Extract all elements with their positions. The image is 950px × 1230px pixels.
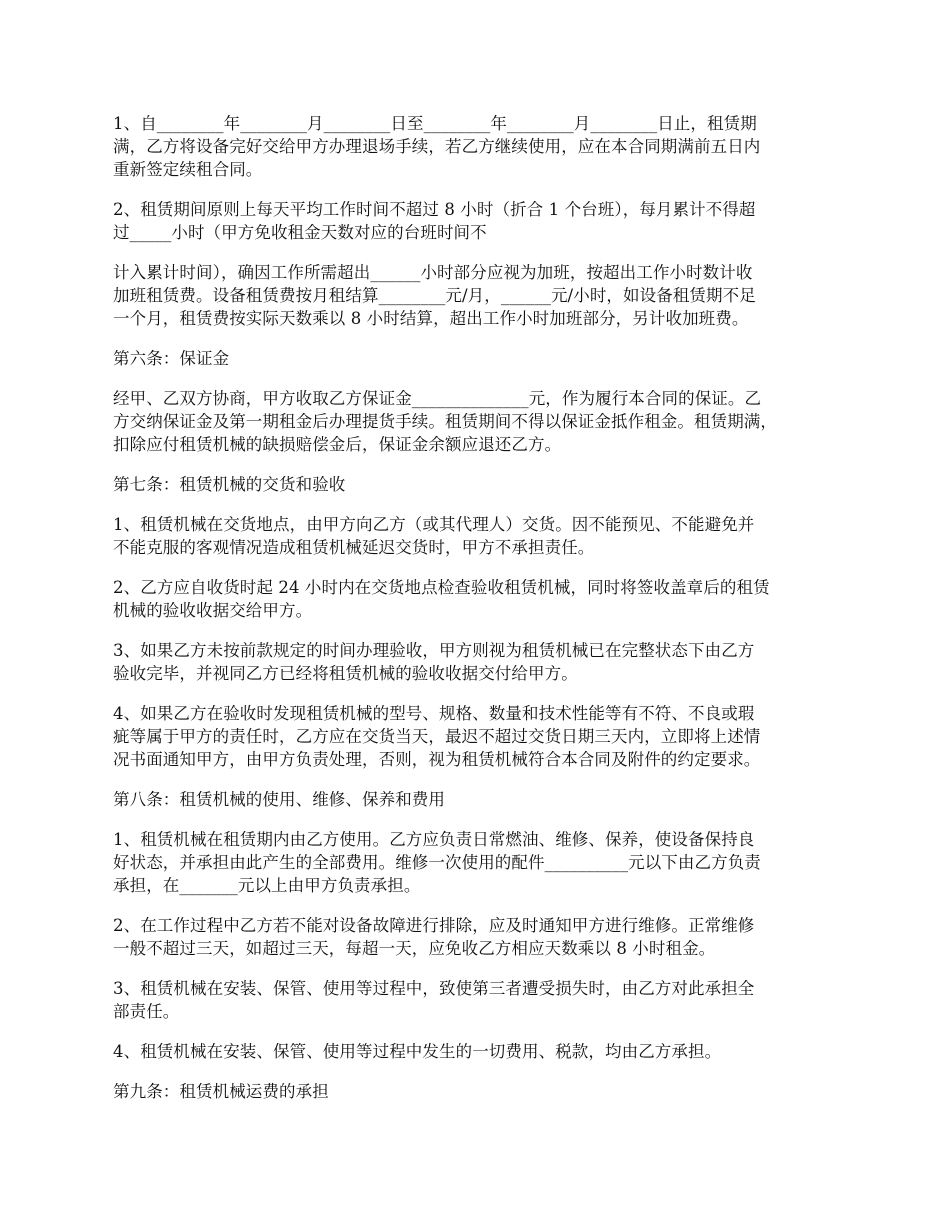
paragraph-gap xyxy=(113,897,858,914)
clause-delivery-3: 3、如果乙方未按前款规定的时间办理验收，甲方则视为租赁机械已在完整状态下由乙方 验收完毕，并视同乙方已经将租赁机械的验收收据交付给甲方。 xyxy=(113,641,755,683)
clause-usage-3: 3、租赁机械在安装、保管、使用等过程中，致使第三者遭受损失时，由乙方对此承担全 部责任。 xyxy=(113,979,755,1021)
clause-delivery-1: 1、租赁机械在交货地点，由甲方向乙方（或其代理人）交货。因不能预见、不能避免并 不能克服的客观情况造成租赁机械延迟交货时，甲方不承担责任。 xyxy=(113,515,755,557)
paragraph-gap xyxy=(113,1023,858,1040)
clause-lease-term: 1、自________年________月________日至________年________月________日止，租赁期 满，乙方将设备完好交给甲方办理退场手续，若乙方继续使用，应在本合同期满前五日内 重新签定续租合同。 xyxy=(113,114,761,179)
section-heading-article-9: 第九条：租赁机械运费的承担 xyxy=(113,1082,329,1101)
paragraph-gap xyxy=(113,496,858,513)
paragraph-gap xyxy=(113,181,858,198)
clause-usage-1: 1、租赁机械在租赁期内由乙方使用。乙方应负责日常燃油、维修、保养，使设备保持良 好状态，并承担由此产生的全部费用。维修一次使用的配件__________元以下由乙方负责 承担，在_______元以上由甲方负责承担。 xyxy=(113,830,761,895)
paragraph-gap xyxy=(113,622,858,639)
paragraph-gap xyxy=(113,330,858,347)
section-heading-article-8: 第八条：租赁机械的使用、维修、保养和费用 xyxy=(113,790,445,809)
paragraph-gap xyxy=(113,370,858,387)
paragraph-gap xyxy=(113,1063,858,1080)
section-heading-article-6: 第六条：保证金 xyxy=(113,349,230,368)
paragraph-gap xyxy=(113,811,858,828)
section-heading-article-7: 第七条：租赁机械的交货和验收 xyxy=(113,475,346,494)
clause-overtime-fees: 计入累计时间），确因工作所需超出______小时部分应视为加班，按超出工作小时数计收 加班租赁费。设备租赁费按月租结算________元/月，______元/小时，如设备租赁期不足 一个月，租赁费按实际天数乘以 8 小时结算，超出工作小时加班部分，另计收加班费。 xyxy=(113,263,756,328)
clause-deposit: 经甲、乙双方协商，甲方收取乙方保证金______________元，作为履行本合同的保证。乙 方交纳保证金及第一期租金后办理提货手续。租赁期间不得以保证金抵作租金。租赁期满， 扣除应付租赁机械的缺损赔偿金后，保证金余额应退还乙方。 xyxy=(113,389,777,454)
paragraph-gap xyxy=(113,456,858,473)
paragraph-gap xyxy=(113,771,858,788)
paragraph-gap xyxy=(113,559,858,576)
clause-delivery-2: 2、乙方应自收货时起 24 小时内在交货地点检查验收租赁机械，同时将签收盖章后的租赁 机械的验收收据交给甲方。 xyxy=(113,578,770,620)
document-page xyxy=(113,112,858,1103)
clause-usage-2: 2、在工作过程中乙方若不能对设备故障进行排除，应及时通知甲方进行维修。正常维修 一般不超过三天，如超过三天，每超一天，应免收乙方相应天数乘以 8 小时租金。 xyxy=(113,916,755,958)
paragraph-gap xyxy=(113,244,858,261)
clause-delivery-4: 4、如果乙方在验收时发现租赁机械的型号、规格、数量和技术性能等有不符、不良或瑕 疵等属于甲方的责任时，乙方应在交货当天，最迟不超过交货日期三天内，立即将上述情 况书面通知甲方，由甲方负责处理，否则，视为租赁机械符合本合同及附件的约定要求。 xyxy=(113,704,761,769)
paragraph-gap xyxy=(113,685,858,702)
clause-working-hours: 2、租赁期间原则上每天平均工作时间不超过 8 小时（折合 1 个台班），每月累计不得超 过_____小时（甲方免收租金天数对应的台班时间不 xyxy=(113,200,756,242)
paragraph-gap xyxy=(113,960,858,977)
clause-usage-4: 4、租赁机械在安装、保管、使用等过程中发生的一切费用、税款，均由乙方承担。 xyxy=(113,1042,722,1061)
